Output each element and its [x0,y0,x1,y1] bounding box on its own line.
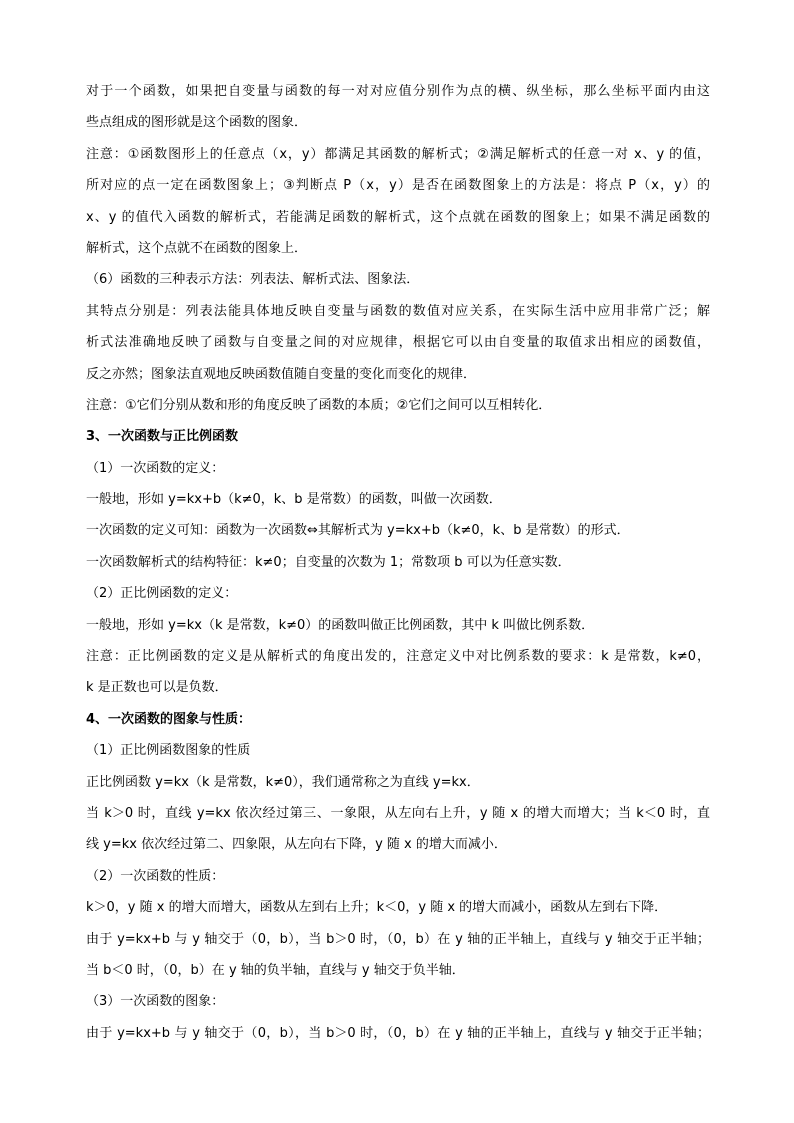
section-heading: 3、一次函数与正比例函数 [86,429,239,445]
text-line: k＞0，y 随 x 的增大而增大，函数从左到右上升；k＜0，y 随 x 的增大而减小，函数从左到右下降． [86,900,668,916]
text-line: （6）函数的三种表示方法：列表法、解析式法、图象法． [86,272,420,288]
text-line: 注意：①它们分别从数和形的角度反映了函数的本质；②它们之间可以互相转化． [86,397,552,413]
text-line: 由于 y=kx+b 与 y 轴交于（0，b），当 b＞0 时，（0，b）在 y 轴的正半轴上，直线与 y 轴交于正半轴； [86,931,710,947]
text-line: 注意：正比例函数的定义是从解析式的角度出发的，注意定义中对比例系数的要求：k 是常数，k≠0， [86,649,710,665]
text-line: 些点组成的图形就是这个函数的图象． [86,115,308,131]
text-line: 正比例函数 y=kx（k 是常数，k≠0），我们通常称之为直线 y=kx． [86,774,480,790]
text-line: 一次函数的定义可知：函数为一次函数⇔其解析式为 y=kx+b（k≠0，k、b 是常数）的形式． [86,523,630,539]
text-line: 一般地，形如 y=kx（k 是常数，k≠0）的函数叫做正比例函数，其中 k 叫做比例系数． [86,617,595,633]
document-body [86,80,710,1053]
text-line: 析式法准确地反映了函数与自变量之间的对应规律，根据它可以由自变量的取值求出相应的函数值， [86,335,710,351]
text-line: 当 b＜0 时，（0，b）在 y 轴的负半轴，直线与 y 轴交于负半轴． [86,962,465,978]
text-line: 由于 y=kx+b 与 y 轴交于（0，b），当 b＞0 时，（0，b）在 y 轴的正半轴上，直线与 y 轴交于正半轴； [86,1025,710,1041]
text-line: 当 k＞0 时，直线 y=kx 依次经过第三、一象限，从左向右上升，y 随 x 的增大而增大；当 k＜0 时，直 [86,805,710,821]
text-line: 反之亦然；图象法直观地反映函数值随自变量的变化而变化的规律． [86,366,477,382]
text-line: 线 y=kx 依次经过第二、四象限，从左向右下降，y 随 x 的增大而减小． [86,837,507,853]
text-line: 一般地，形如 y=kx+b（k≠0，k、b 是常数）的函数，叫做一次函数． [86,492,502,508]
text-line: （3）一次函数的图象： [86,994,225,1010]
text-line: 注意：①函数图形上的任意点（x，y）都满足其函数的解析式；②满足解析式的任意一对 x、y 的值， [86,146,710,162]
text-line: 其特点分别是：列表法能具体地反映自变量与函数的数值对应关系，在实际生活中应用非常广泛；解 [86,303,710,319]
text-line: 解析式，这个点就不在函数的图象上． [86,240,308,256]
text-line: （2）正比例函数的定义： [86,586,238,602]
text-line: 对于一个函数，如果把自变量与函数的每一对对应值分别作为点的横、纵坐标，那么坐标平面内由这 [86,84,710,99]
text-line: （1）正比例函数图象的性质 [86,743,251,759]
text-line: （2）一次函数的性质： [86,868,225,884]
text-line: 所对应的点一定在函数图象上；③判断点 P（x，y）是否在函数图象上的方法是：将点 P（x，y）的 [86,178,710,194]
text-line: （1）一次函数的定义： [86,460,225,476]
section-heading: 4、一次函数的图象与性质： [86,711,252,727]
text-line: x、y 的值代入函数的解析式，若能满足函数的解析式，这个点就在函数的图象上；如果不满足函数的 [86,209,710,225]
text-line: 一次函数解析式的结构特征：k≠0；自变量的次数为 1；常数项 b 可以为任意实数． [86,554,571,570]
text-line: k 是正数也可以是负数． [86,680,228,696]
